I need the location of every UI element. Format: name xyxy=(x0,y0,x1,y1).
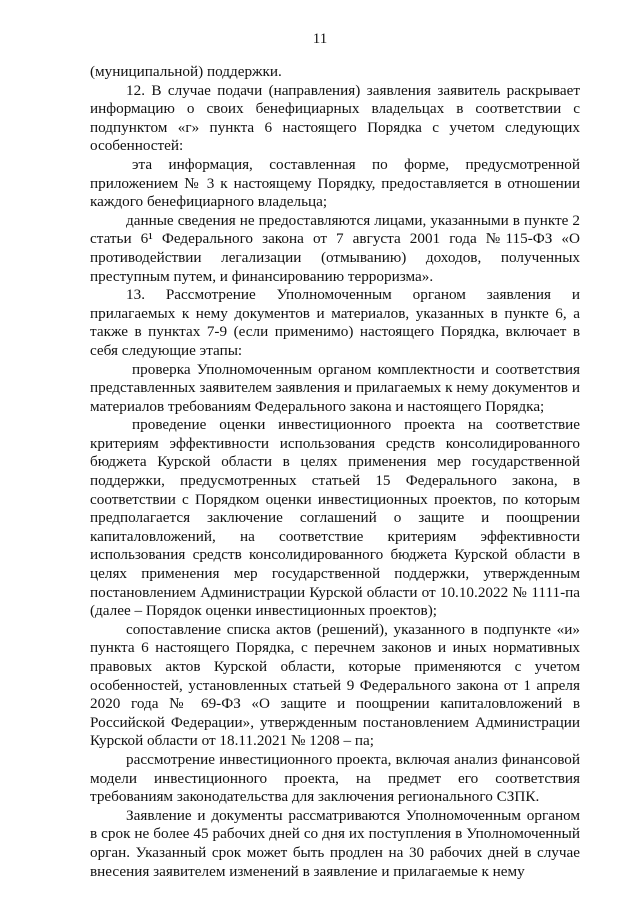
paragraph-project-review: рассмотрение инвестиционного проекта, включая анализ финансовой модели инвестиционного проекта, на предмет его соответствия требованиям законодательства для заключения регионального СЗПК. xyxy=(90,750,580,806)
paragraph-acts-comparison: сопоставление списка актов (решений), указанного в подпункте «и» пункта 6 настоящего Порядка, с перечнем законов и иных нормативных правовых актов Курской области, которые применяются с учетом особенностей, установленных статьей 9 Федерального закона от 1 апреля 2020 года № 69-ФЗ «О защите и поощрении капиталовложений в Российской Федерации», утвержденным постановлением Администрации Курской области от 18.11.2021 № 1208 – па; xyxy=(90,620,580,750)
paragraph-item-13: 13. Рассмотрение Уполномоченным органом заявления и прилагаемых к нему документов и материалов, указанных в пункте 6, а также в пунктах 7-9 (если применимо) настоящего Порядка, включает в себя следующие этапы: xyxy=(90,286,580,359)
page-number: 11 xyxy=(312,31,328,47)
paragraph-item-12: 12. В случае подачи (направления) заявления заявитель раскрывает информацию о своих бенефициарных владельцах в соответствии с подпунктом «г» пункта 6 настоящего Порядка с учетом следующих особенностей: xyxy=(90,81,580,155)
paragraph-form-info: эта информация, составленная по форме, предусмотренной приложением № 3 к настоящему Порядку, предоставляется в отношении каждого бенефициарного владельца; xyxy=(90,155,580,211)
paragraph-review-terms: Заявление и документы рассматриваются Уполномоченным органом в срок не более 45 рабочих дней со дня их поступления в Уполномоченный орган. Указанный срок может быть продлен на 30 рабочих дней в случае внесения заявителем изменений в заявление и прилагаемые к нему xyxy=(90,806,580,880)
paragraph-completeness-check: проверка Уполномоченным органом комплектности и соответствия представленных заявителем заявления и прилагаемых к нему документов и материалов требованиям Федерального закона и настоящего Порядка; xyxy=(90,360,580,415)
paragraph-intro-end: (муниципальной) поддержки. xyxy=(90,63,282,80)
paragraph-project-evaluation: проведение оценки инвестиционного проекта на соответствие критериям эффективности использования средств консолидированного бюджета Курской области в целях применения мер государственной поддержки, предусмотренных статьей 15 Федерального закона, в соответствии с Порядком оценки инвестиционных проектов, по которым предполагается заключение соглашений о защите и поощрении капиталовложений, на соответствие критериям эффективности использования средств консолидированного бюджета Курской области в целях применения мер государственной поддержки, утвержденным постановлением Администрации Курской области от 10.10.2022 № 1111-па (далее – Порядок оценки инвестиционных проектов); xyxy=(90,416,580,620)
paragraph-exemption: данные сведения не предоставляются лицами, указанными в пункте 2 статьи 6¹ Федерального закона от 7 августа 2001 года №115-ФЗ «О противодействии легализации (отмыванию) доходов, полученных преступным путем, и финансированию терроризма». xyxy=(90,211,580,285)
document-body xyxy=(90,63,580,881)
